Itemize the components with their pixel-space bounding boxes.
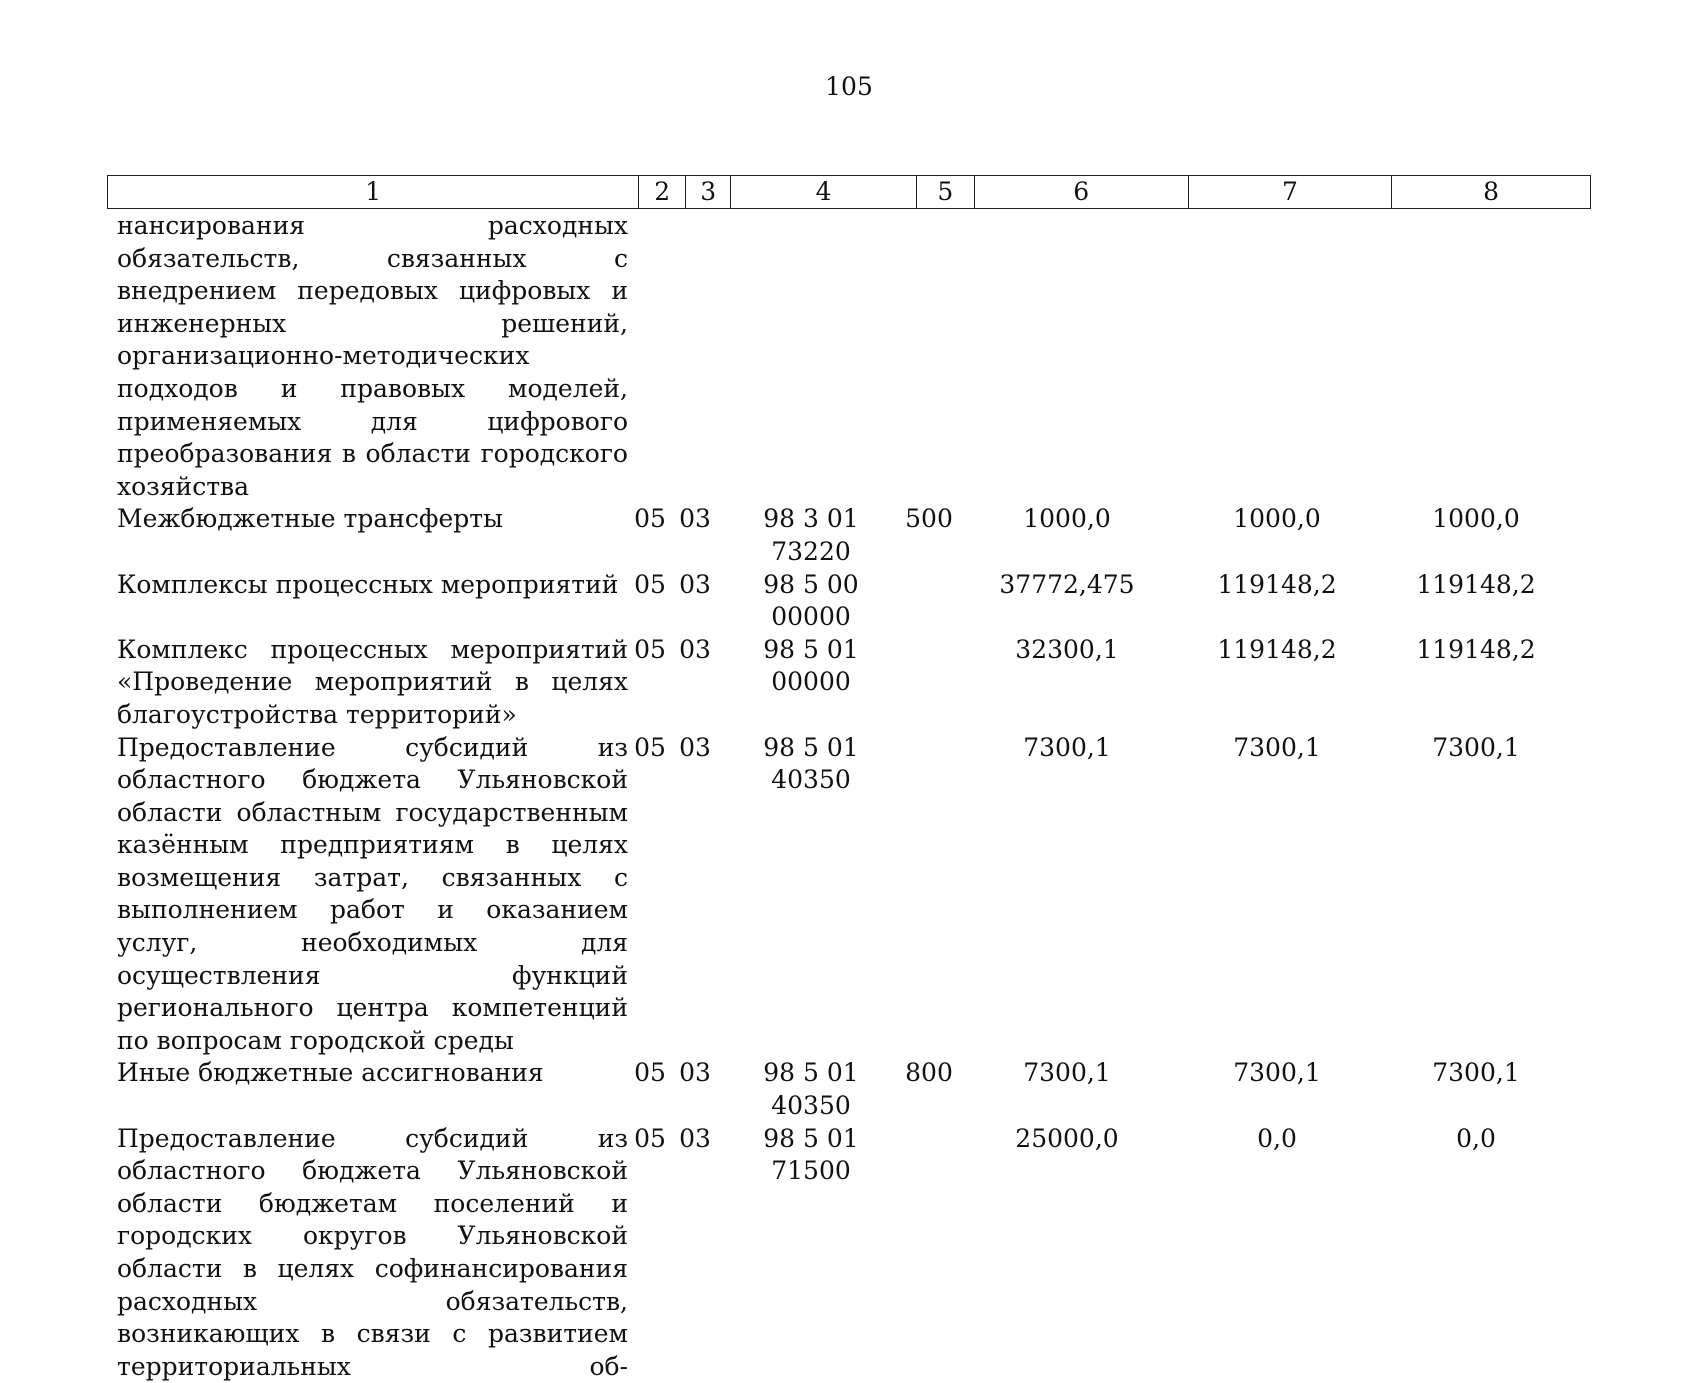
row-description: Предоставление субсидий из областного бюджета Ульяновской области областным государственным казённым предприятиям в целях возмещения затрат, связанных с выполнением работ и оказанием услуг, необходимых для осуществления функций регионального центра компетенций по вопросам городской среды: [117, 732, 628, 1055]
row-subsection: 03: [679, 732, 711, 762]
row-target-article: 98 5 01 71500: [763, 1123, 859, 1186]
row-description: Иные бюджетные ассигнования: [117, 1058, 544, 1088]
row-expense-type: [900, 210, 958, 503]
row-expense-type: [900, 569, 958, 634]
table-body: [117, 210, 1587, 1383]
row-subsection: 03: [679, 504, 711, 534]
row-description: Предоставление субсидий из областного бюджета Ульяновской области бюджетам поселений и городских округов Ульяновской области в целях софинансирования расходных обязательств, возникающих в связи с развитием территориальных об-: [117, 1123, 628, 1381]
row-target-article: 98 5 01 40350: [763, 732, 859, 795]
table-row: [117, 569, 1587, 634]
header-col-4: 4: [731, 176, 917, 208]
row-amount-col8: [1378, 210, 1574, 503]
row-amount-col8: 7300,1: [1432, 1058, 1520, 1088]
header-col-8: 8: [1483, 177, 1500, 206]
header-col-3: 3: [686, 176, 731, 208]
row-amount-col8: 1000,0: [1432, 504, 1520, 534]
row-target-article: 98 5 01 40350: [763, 1058, 859, 1121]
row-subsection: [672, 210, 718, 503]
row-expense-type: [900, 634, 958, 732]
row-subsection: 03: [679, 1058, 711, 1088]
row-section: 05: [634, 569, 666, 599]
row-description: Комплексы процессных мероприятий: [117, 569, 619, 599]
row-amount-col8: 119148,2: [1416, 634, 1536, 664]
table-row: [117, 1057, 1587, 1122]
row-amount-col7: 7300,1: [1233, 732, 1321, 762]
header-col-2: 2: [639, 176, 686, 208]
row-target-article: 98 5 00 00000: [763, 569, 859, 632]
row-amount-col7: 119148,2: [1217, 569, 1337, 599]
row-section: 05: [634, 732, 666, 762]
row-subsection: 03: [679, 634, 711, 664]
row-target-article: 98 5 01 00000: [763, 634, 859, 697]
row-amount-col8: 0,0: [1456, 1123, 1496, 1153]
table-row: [117, 503, 1587, 568]
row-expense-type: [900, 1123, 958, 1383]
table-row: [117, 634, 1587, 732]
row-amount-col7: [1176, 210, 1378, 503]
row-section: 05: [634, 504, 666, 534]
row-expense-type: 500: [905, 504, 953, 534]
row-amount-col6: [958, 210, 1176, 503]
row-description: Комплекс процессных мероприятий «Проведение мероприятий в целях благоустройства территорий»: [117, 634, 628, 729]
row-amount-col7: 1000,0: [1233, 504, 1321, 534]
row-expense-type: 800: [905, 1058, 953, 1088]
header-col-6: 6: [975, 176, 1189, 208]
row-amount-col6: 32300,1: [1015, 634, 1119, 664]
row-amount-col6: 1000,0: [1023, 504, 1111, 534]
row-amount-col7: 7300,1: [1233, 1058, 1321, 1088]
page-number: 105: [825, 72, 873, 101]
header-col-7: 7: [1189, 176, 1393, 208]
row-section: 05: [634, 1123, 666, 1153]
table-row: [117, 210, 1587, 503]
row-expense-type: [900, 732, 958, 1058]
row-amount-col8: 7300,1: [1432, 732, 1520, 762]
row-amount-col6: 37772,475: [999, 569, 1135, 599]
row-section: 05: [634, 634, 666, 664]
header-col-1: 1: [108, 176, 639, 208]
row-amount-col7: 0,0: [1257, 1123, 1297, 1153]
row-target-article: 98 3 01 73220: [763, 504, 859, 566]
row-amount-col6: 7300,1: [1023, 1058, 1111, 1088]
header-col-5: 5: [917, 176, 975, 208]
row-amount-col8: 119148,2: [1416, 569, 1536, 599]
row-description: Межбюджетные трансферты: [117, 504, 504, 534]
row-amount-col6: 7300,1: [1023, 732, 1111, 762]
table-header: [107, 175, 1591, 209]
row-section: [628, 210, 672, 503]
row-amount-col7: 119148,2: [1217, 634, 1337, 664]
row-subsection: 03: [679, 569, 711, 599]
row-description: нансирования расходных обязательств, связанных с внедрением передовых цифровых и инженерных решений, организационно-методических подходов и правовых моделей, применяемых для цифрового преобразования в области городского хозяйства: [117, 211, 628, 501]
row-subsection: 03: [679, 1123, 711, 1153]
row-target-article: [718, 210, 900, 503]
row-amount-col6: 25000,0: [1015, 1123, 1119, 1153]
table-row: [117, 732, 1587, 1058]
table-row: [117, 1123, 1587, 1383]
row-section: 05: [634, 1058, 666, 1088]
